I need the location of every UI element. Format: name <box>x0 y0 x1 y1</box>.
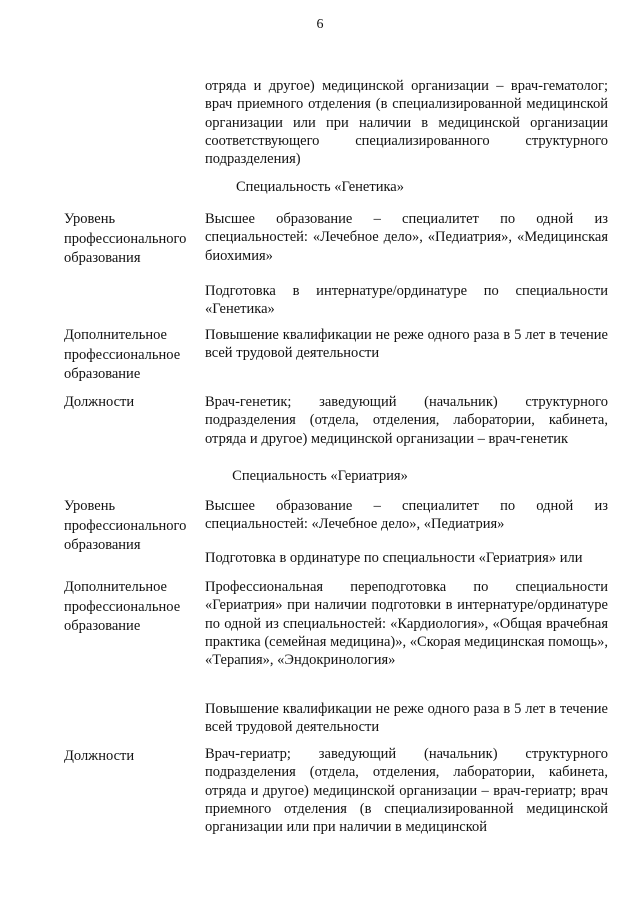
row-text-training: Подготовка в ординатуре по специальности «Гериатрия» или <box>205 550 583 566</box>
row-label-additional-education: Дополнительное профессиональное образование <box>64 579 181 634</box>
continuation-paragraph: отряда и другое) медицинской организации – врач-гематолог; врач приемного отделения (в специализированной медицинской организации или при наличии в медицинской организации соответствующего специализированного структурного подразделения) <box>205 78 608 168</box>
row-label-education-level: Уровень профессионального образования <box>64 211 187 266</box>
row-text-positions: Врач-гериатр; заведующий (начальник) структурного подразделения (отдела, отделения, лаборатории, кабинета, отряда и другое) медицинской организации – врач-гериатр; врач приемного отделения (в специализированной медицинской организации или при наличии в медицинской <box>205 746 608 836</box>
section-heading-geriatrics: Специальность «Гериатрия» <box>232 468 408 484</box>
row-text-training: Подготовка в интернатуре/ординатуре по специальности «Генетика» <box>205 283 608 318</box>
row-text-retraining: Профессиональная переподготовка по специальности «Гериатрия» при наличии подготовки в интернатуре/ординатуре по одной из специальностей: «Кардиология», «Общая врачебная практика (семейная медицина)», «Скорая медицинская помощь», «Терапия», «Эндокринология» <box>205 579 608 669</box>
row-label-education-level: Уровень профессионального образования <box>64 498 187 553</box>
row-text-education-level: Высшее образование – специалитет по одной из специальностей: «Лечебное дело», «Педиатрия», «Медицинская биохимия» <box>205 211 608 264</box>
row-text-positions: Врач-генетик; заведующий (начальник) структурного подразделения (отдела, отделения, лаборатории, кабинета, отряда и другое) медицинской организации – врач-генетик <box>205 394 608 447</box>
row-label-positions: Должности <box>64 394 135 410</box>
row-label-positions: Должности <box>64 748 135 764</box>
section-heading-genetics: Специальность «Генетика» <box>236 179 404 195</box>
row-text-additional-education: Повышение квалификации не реже одного раза в 5 лет в течение всей трудовой деятельности <box>205 701 608 736</box>
page-number: 6 <box>316 17 324 32</box>
row-text-additional-education: Повышение квалификации не реже одного раза в 5 лет в течение всей трудовой деятельности <box>205 327 608 362</box>
row-label-additional-education: Дополнительное профессиональное образование <box>64 327 181 382</box>
row-text-education-level: Высшее образование – специалитет по одной из специальностей: «Лечебное дело», «Педиатрия» <box>205 498 608 533</box>
